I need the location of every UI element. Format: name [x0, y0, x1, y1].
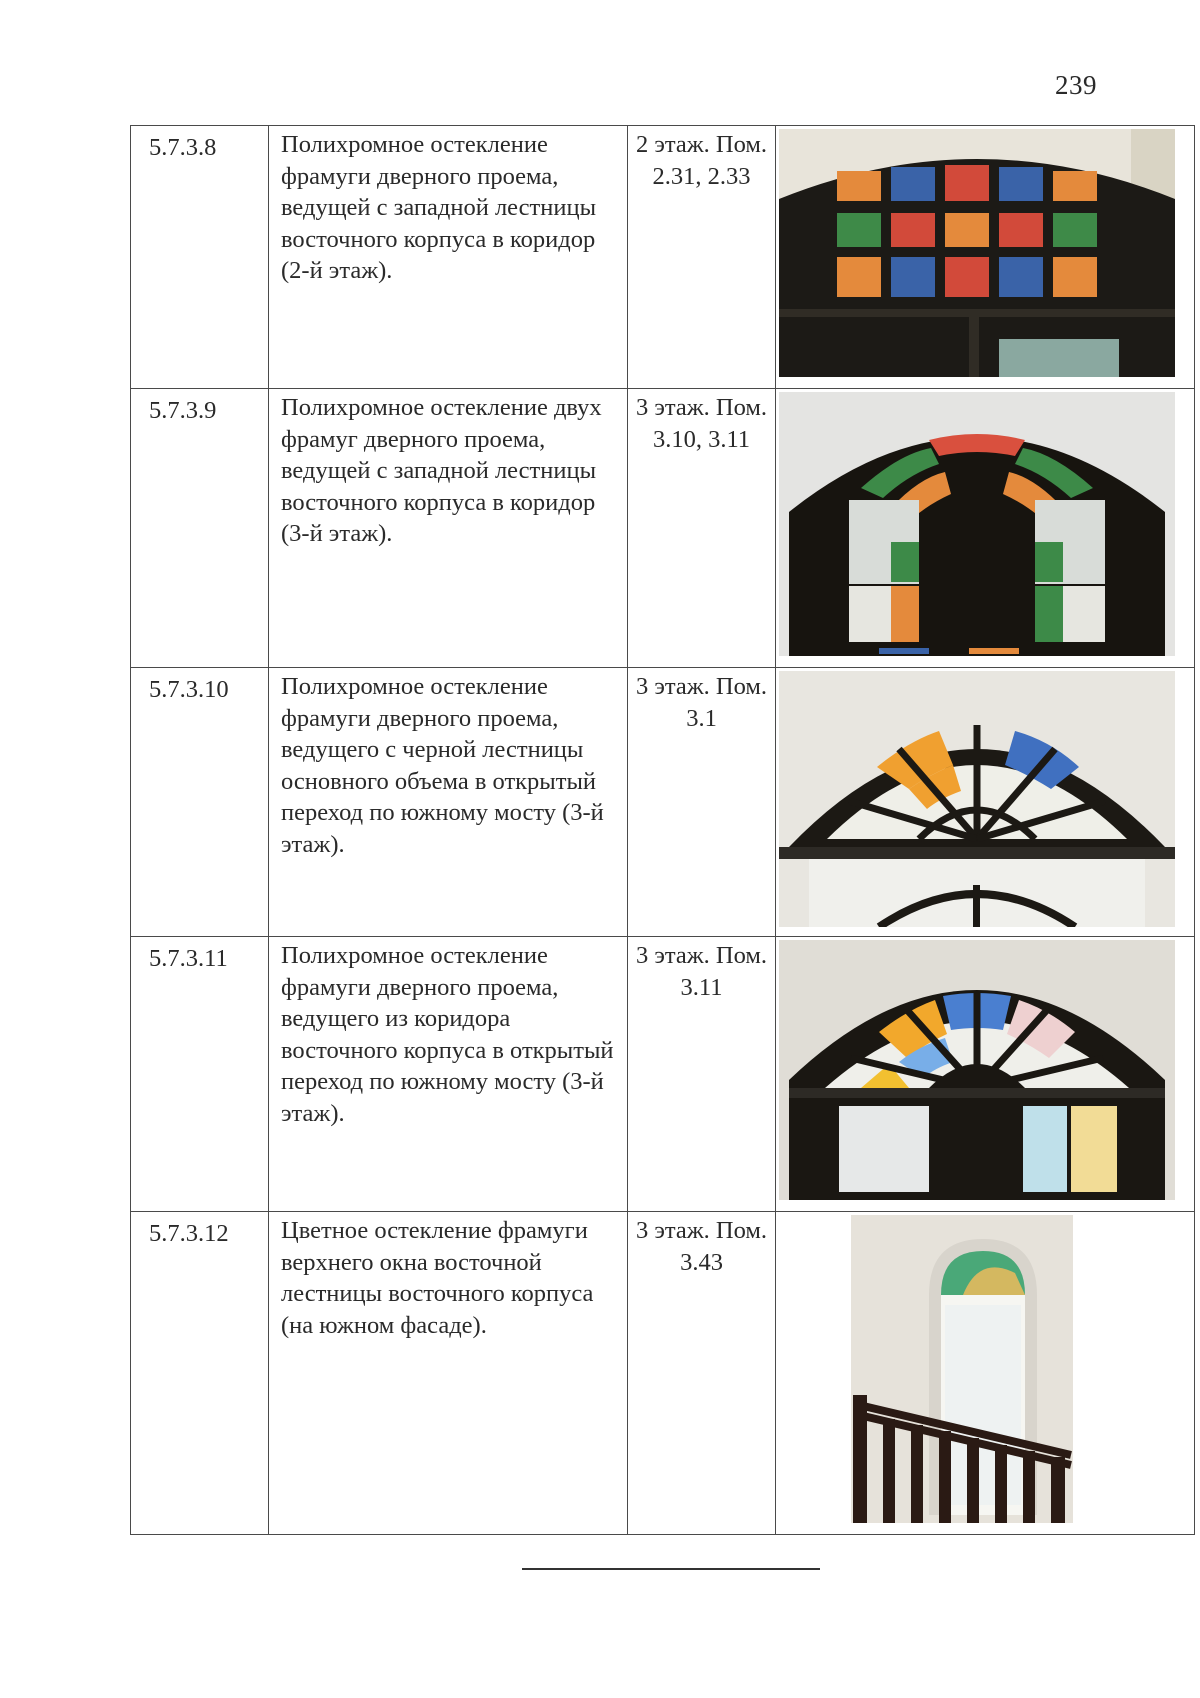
page-number: 239 — [1055, 70, 1097, 100]
item-number: 5.7.3.11 — [131, 937, 269, 1212]
glazing-catalog-table — [130, 125, 1195, 1535]
item-photo-cell — [776, 937, 1195, 1212]
table-row — [131, 937, 1195, 1212]
stained-glass-transom-grid-icon — [779, 129, 1175, 377]
item-number: 5.7.3.10 — [131, 668, 269, 937]
item-description: Полихромное остекление фрамуги дверного проема, ведущей с западной лестницы восточного корпуса в коридор (2-й этаж). — [269, 126, 628, 389]
item-location: 3 этаж. Пом. 3.11 — [628, 937, 776, 1212]
item-location: 3 этаж. Пом. 3.1 — [628, 668, 776, 937]
item-location: 3 этаж. Пом. 3.10, 3.11 — [628, 389, 776, 668]
item-photo-cell — [776, 1212, 1195, 1535]
table-row — [131, 126, 1195, 389]
item-description: Полихромное остекление фрамуги дверного проема, ведущего с черной лестницы основного объема в открытый переход по южному мосту (3-й этаж). — [269, 668, 628, 937]
stained-glass-arched-double-icon — [779, 392, 1175, 656]
item-photo-cell — [776, 668, 1195, 937]
bottom-rule — [522, 1568, 820, 1570]
table-row — [131, 389, 1195, 668]
item-description: Цветное остекление фрамуги верхнего окна восточной лестницы восточного корпуса (на южном фасаде). — [269, 1212, 628, 1535]
item-description: Полихромное остекление двух фрамуг дверного проема, ведущей с западной лестницы восточного корпуса в коридор (3-й этаж). — [269, 389, 628, 668]
item-description: Полихромное остекление фрамуги дверного проема, ведущего из коридора восточного корпуса в открытый переход по южному мосту (3-й этаж). — [269, 937, 628, 1212]
item-photo-cell — [776, 389, 1195, 668]
stained-glass-fanlight-door-icon — [779, 940, 1175, 1200]
stained-glass-fanlight-icon — [779, 671, 1175, 927]
item-photo-cell — [776, 126, 1195, 389]
item-number: 5.7.3.8 — [131, 126, 269, 389]
table-row — [131, 1212, 1195, 1535]
item-number: 5.7.3.9 — [131, 389, 269, 668]
item-location: 2 этаж. Пом. 2.31, 2.33 — [628, 126, 776, 389]
item-number: 5.7.3.12 — [131, 1212, 269, 1535]
item-location: 3 этаж. Пом. 3.43 — [628, 1212, 776, 1535]
table-row — [131, 668, 1195, 937]
window-with-staircase-railing-icon — [779, 1215, 1175, 1523]
